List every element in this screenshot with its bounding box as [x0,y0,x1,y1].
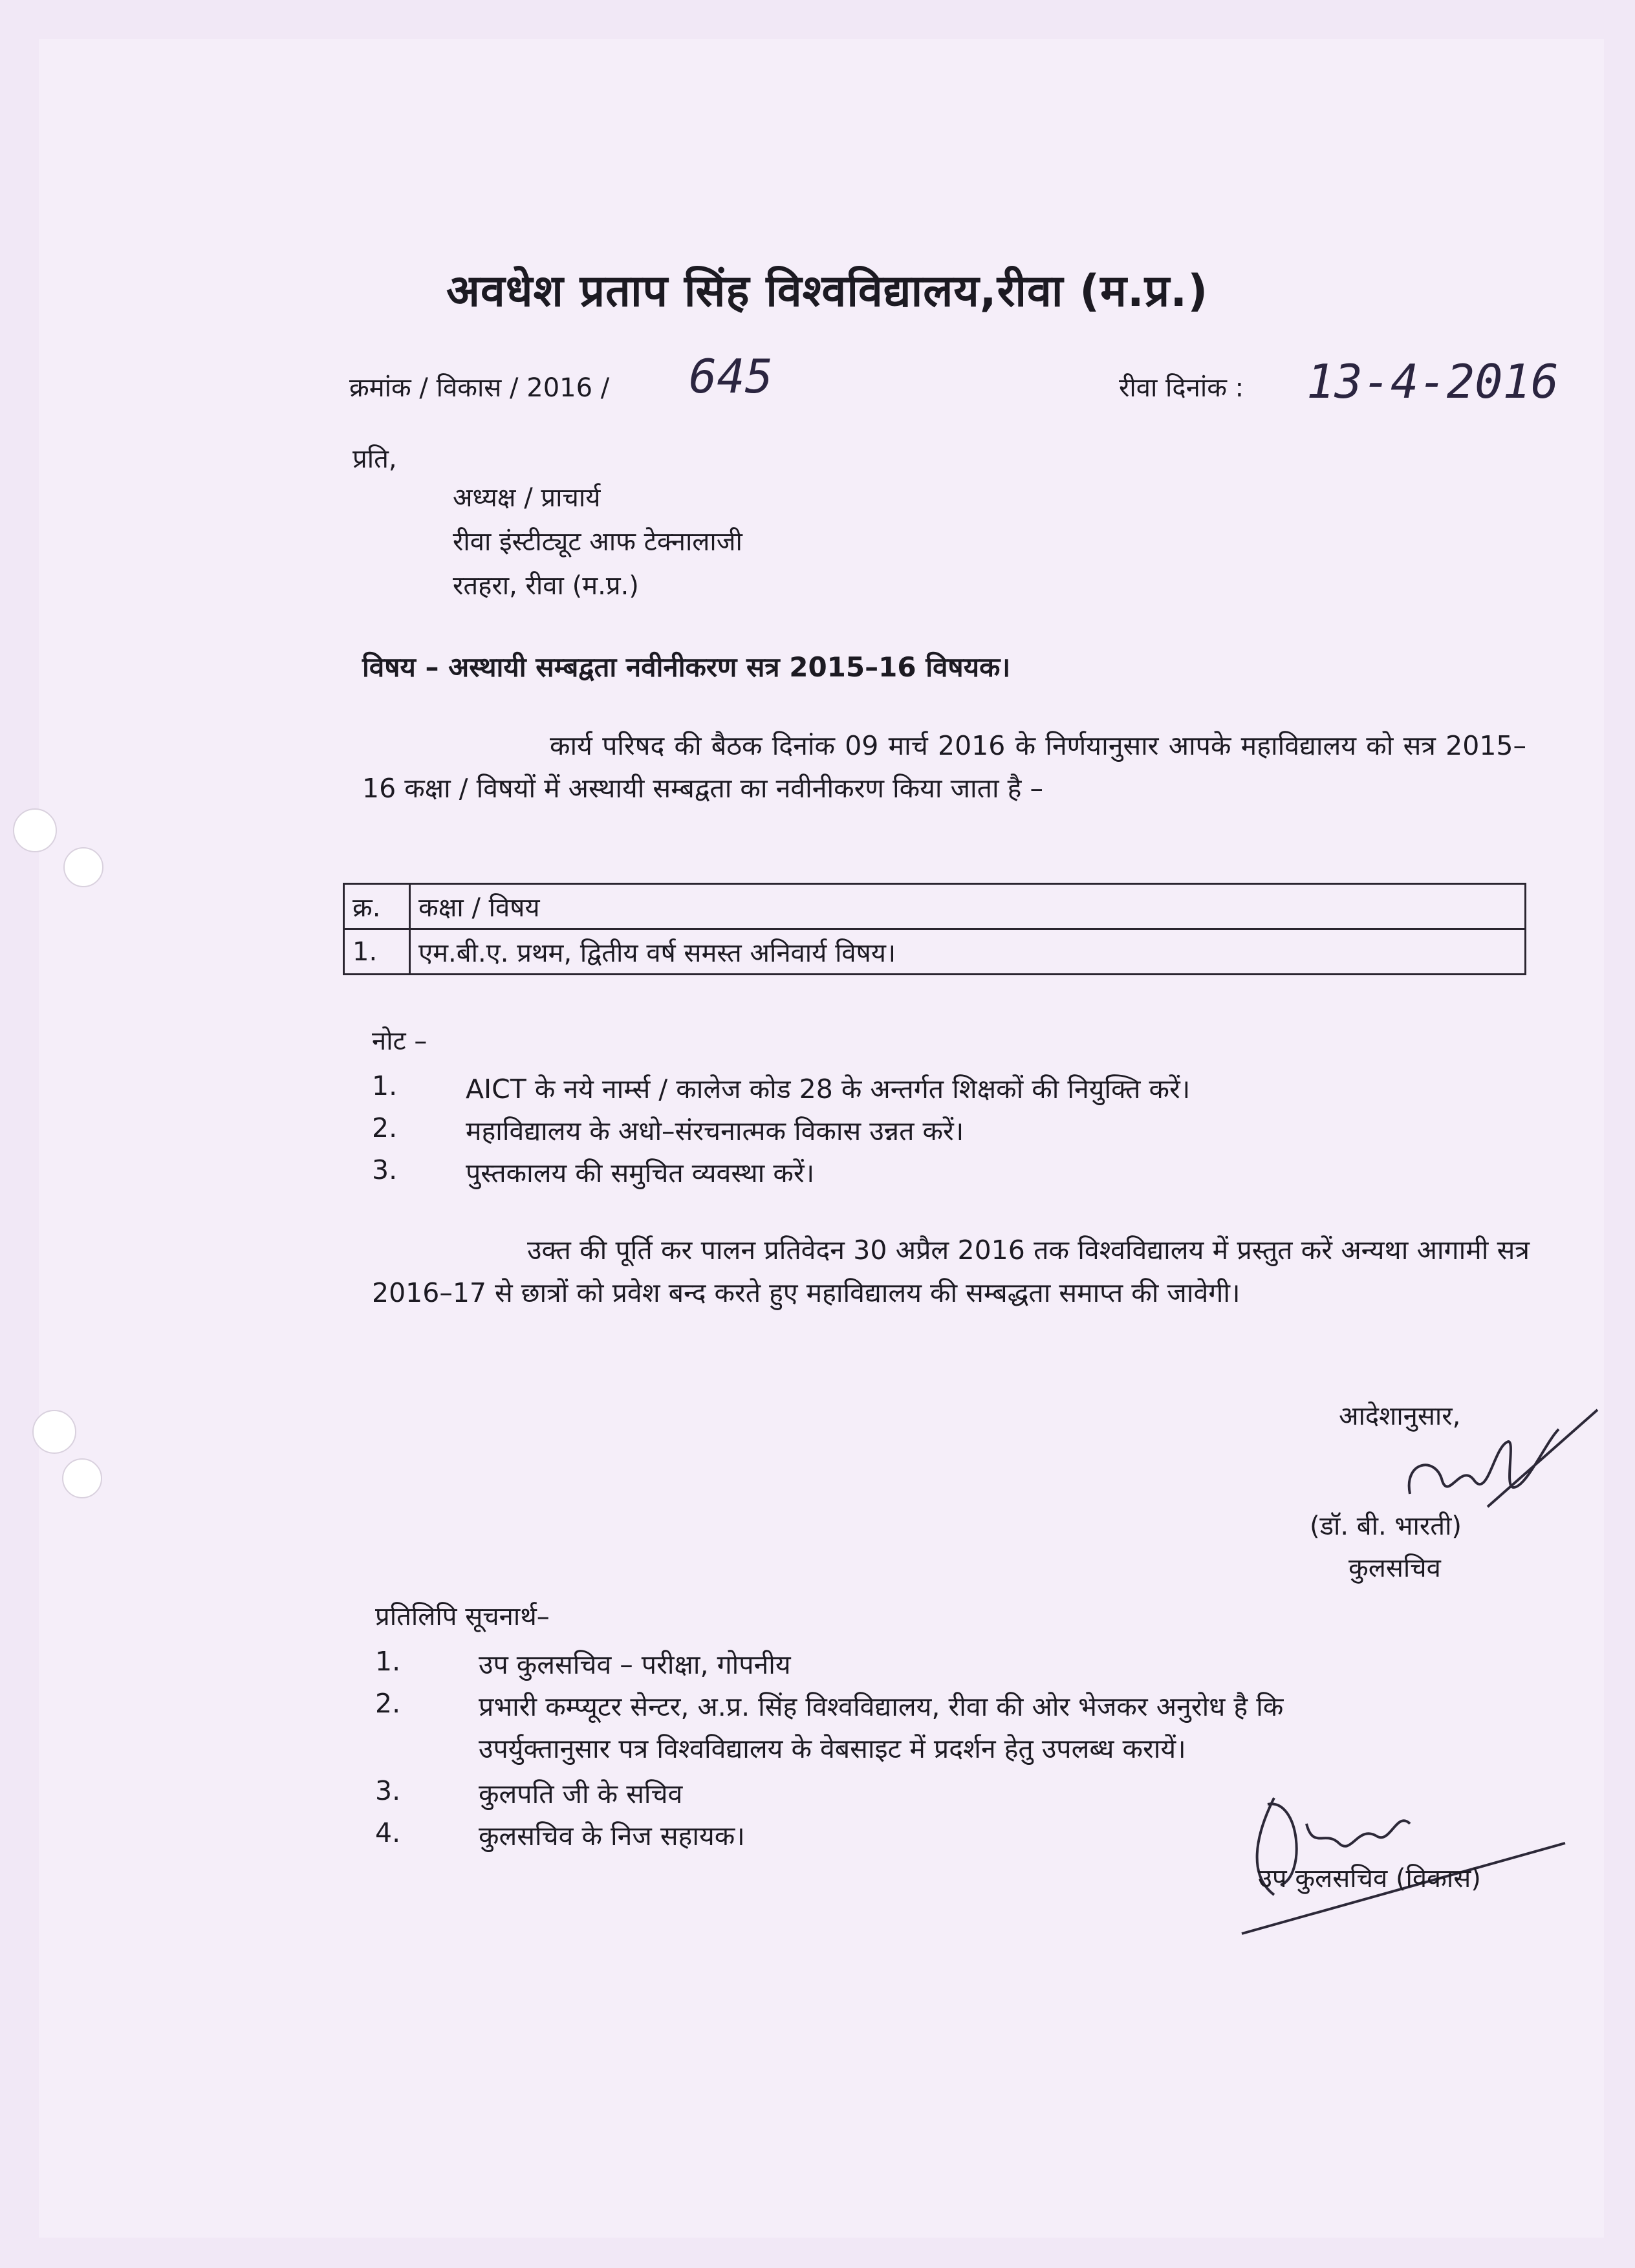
recipient-line: रीवा इंस्टीट्यूट आफ टेक्नालाजी [453,527,742,557]
list-item-text: AICT के नये नार्म्स / कालेज कोड 28 के अन्तर्गत शिक्षकों की नियुक्ति करें। [466,1074,1191,1105]
list-item-number: 3. [372,1154,398,1185]
reference-prefix: क्रमांक / विकास / 2016 / [349,373,610,403]
list-item [375,1646,791,1680]
date-label: रीवा दिनांक : [1119,373,1244,403]
list-item-number: 2. [372,1112,398,1143]
deputy-registrar-signature [1229,1772,1578,1940]
table-header-cell: कक्षा / विषय [410,884,1526,929]
punch-hole [62,1458,102,1498]
list-item [372,1154,815,1189]
punch-hole [13,808,57,852]
copy-heading: प्रतिलिपि सूचनार्थ– [375,1602,550,1632]
intro-paragraph: कार्य परिषद की बैठक दिनांक 09 मार्च 2016 के निर्णयानुसार आपके महाविद्यालय को सत्र 2015–16 कक्षा / विषयों में अस्थायी सम्बद्वता का नवीनीकरण किया जाता है – [362,730,1526,804]
subject-table [343,883,1526,975]
list-item-number: 1. [372,1070,398,1101]
registrar-designation: कुलसचिव [1348,1553,1441,1583]
table-cell: एम.बी.ए. प्रथम, द्वितीय वर्ष समस्त अनिवार्य विषय। [410,929,1526,975]
list-item-text: उपर्युक्तानुसार पत्र विश्वविद्यालय के वेबसाइट में प्रदर्शन हेतु उपलब्ध करायें। [479,1733,1186,1764]
list-item [372,1112,964,1147]
recipient-line: रतहरा, रीवा (म.प्र.) [453,571,639,601]
list-item-number: 3. [375,1775,401,1806]
list-item-number: 2. [375,1688,401,1719]
closing-paragraph: उक्त की पूर्ति कर पालन प्रतिवेदन 30 अप्रैल 2016 तक विश्वविद्यालय में प्रस्तुत करें अन्यथा आगामी सत्र 2016–17 से छात्रों को प्रवेश बन्द करते हुए महाविद्यालय की सम्बद्धता समाप्त की जावेगी। [372,1235,1530,1308]
punch-hole [32,1410,76,1454]
table-header-row [344,884,1526,929]
table-cell: 1. [344,929,410,975]
list-item [375,1817,745,1852]
notes-heading: नोट – [372,1026,428,1056]
list-item [375,1775,683,1809]
table-row [344,929,1526,975]
list-item-text: प्रभारी कम्प्यूटर सेन्टर, अ.प्र. सिंह विश्वविद्यालय, रीवा की ओर भेजकर अनुरोध है कि [479,1691,1284,1722]
recipient-to: प्रति, [352,444,397,474]
order-text: आदेशानुसार, [1339,1401,1461,1431]
university-name: अवधेश प्रताप सिंह विश्वविद्यालय,रीवा (म.प्र.) [446,266,1209,317]
list-item-text: उप कुलसचिव – परीक्षा, गोपनीय [479,1649,791,1680]
list-item-text: पुस्तकालय की समुचित व्यवस्था करें। [466,1158,815,1189]
deputy-registrar-designation: उप कुलसचिव (विकास) [1258,1864,1481,1894]
subject: विषय – अस्थायी सम्बद्वता नवीनीकरण सत्र 2015–16 विषयक। [362,651,1011,683]
list-item-number: 4. [375,1817,401,1848]
reference-number: 645 [689,349,774,404]
list-item-number: 1. [375,1646,401,1677]
list-item [372,1070,1191,1105]
recipient-line: अध्यक्ष / प्राचार्य [453,483,601,513]
list-item-text: कुलपति जी के सचिव [479,1778,683,1809]
registrar-name: (डॉ. बी. भारती) [1310,1511,1462,1541]
date-value: 13-4-2016 [1306,354,1559,409]
punch-hole [63,847,103,887]
list-item-text: कुलसचिव के निज सहायक। [479,1820,745,1852]
table-header-cell: क्र. [344,884,410,929]
list-item [375,1688,1284,1722]
list-item-text: महाविद्यालय के अधो–संरचनात्मक विकास उन्नत करें। [466,1116,964,1147]
